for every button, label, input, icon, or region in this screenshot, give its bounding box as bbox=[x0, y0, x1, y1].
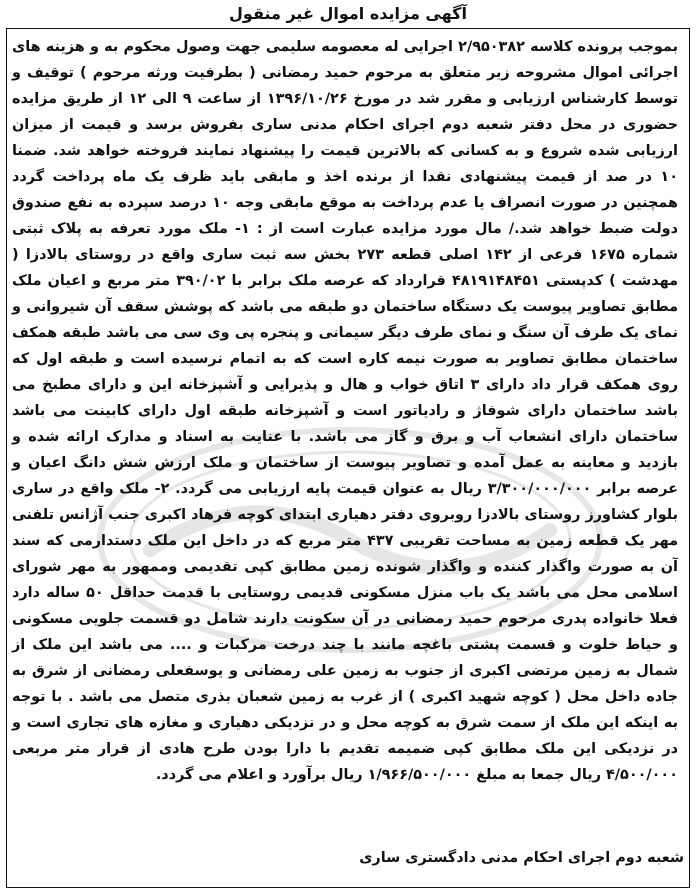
notice-footer-signature: شعبه دوم اجرای احکام مدنی دادگستری ساری bbox=[359, 850, 684, 866]
notice-title: آگهی مزایده اموال غیر منقول bbox=[229, 4, 467, 23]
notice-body: بموجب پرونده کلاسه ۲/۹۵۰۳۸۲ اجرایی له معصومه سلیمی جهت وصول محکوم به و هزینه های اجرائی اموال مشروحه زیر متعلق به مرحوم حمید رمضانی ( بطرفیت ورثه مرحوم ) توقیف و توسط کارشناس ارزیابی و مقرر شد در مورخ ۱۳۹۶/۱۰/۲۶ از ساعت ۹ الی ۱۲ از طریق مزایده حضوری در محل دفتر شعبه دوم اجرای احکام مدنی ساری بفروش برسد و قیمت از میزان ارزیابی شده شروع و به کسانی که بالاترین قیمت را پیشنهاد نمایند فروخته خواهد شد. ضمنا ۱۰ در صد از قیمت پیشنهادی نقدا از برنده اخذ و مابقی باید ظرف یک ماه پرداخت گردد همچنین در صورت انصراف یا عدم پرداخت به موقع مابقی وجه ۱۰ درصد سپرده به نفع صندوق دولت ضبط خواهد شد./ مال مورد مزایده عبارت است از : ۱- ملک مورد تعرفه به پلاک ثبتی شماره ۱۶۷۵ فرعی از ۱۴۲ اصلی قطعه ۲۷۳ بخش سه ثبت ساری واقع در روستای بالادزا ( مهدشت ) کدپستی ۴۸۱۹۱۴۸۴۵۱ قرارداد که عرصه ملک برابر با ۳۹۰/۰۲ متر مربع و اعیان ملک مطابق تصاویر پیوست یک دستگاه ساختمان دو طبقه می باشد که پوشش سقف آن شیروانی و نمای یک طرف آن سنگ و نمای طرف دیگر سیمانی و پنجره پی وی سی می باشد طبقه همکف ساختمان مطابق تصاویر به صورت نیمه کاره است که به اتمام نرسیده است و طبقه اول که روی همکف قرار داد دارای ۳ اتاق خواب و هال و پذیرایی و آشپزخانه این و دارای مطبخ می باشد ساختمان دارای شوفاژ و رادیاتور است و آشپزخانه طبقه اول دارای کابینت می باشد ساختمان دارای انشعاب آب و برق و گاز می باشد. با عنایت به اسناد و مدارک ارائه شده و بازدید و معاینه به عمل آمده و تصاویر پیوست از ساختمان و ملک ارزش شش دانگ اعیان و عرصه برابر ۳/۳۰۰/۰۰۰/۰۰۰ ریال به عنوان قیمت پایه ارزیابی می گردد. ۲- ملک واقع در ساری بلوار کشاورز روستای بالادزا روبروی دفتر دهیاری ابتدای کوچه فرهاد اکبری جنب آژانس تلفنی مهر یک قطعه زمین به مساحت تقریبی ۴۳۷ متر مربع که در داخل این ملک دستدارمی که سند آن به صورت واگذار کننده و واگذار شونده زمین مطابق کپی تقدیمی وممهور به مهر شورای اسلامی محل می باشد یک باب منزل مسکونی قدیمی روستایی با قدمت حداقل ۵۰ ساله دارد فعلا خانواده پدری مرحوم حمید رمضانی در آن سکونت دارند شامل دو قسمت جلویی مسکونی و حیاط خلوت و قسمت پشتی باغچه مانند با چند درخت مرکبات و .... می باشد این ملک از شمال به زمین مرتضی اکبری از جنوب به زمین علی رمضانی و یوسفعلی رمضانی از شرق به جاده داخل محل ( کوچه شهید اکبری ) از غرب به زمین شعبان بذری متصل می باشد . با توجه به اینکه این ملک از سمت شرق به کوچه محل و در نزدیکی دهیاری و مغازه های تجاری است و در نزدیکی این ملک مطابق کپی ضمیمه تقدیم با دارا بودن طرح هادی از قرار متر مربعی ۴/۵۰۰/۰۰۰ ریال جمعا به مبلغ ۱/۹۶۶/۵۰۰/۰۰۰ ریال برآورد و اعلام می گردد. bbox=[12, 39, 679, 783]
